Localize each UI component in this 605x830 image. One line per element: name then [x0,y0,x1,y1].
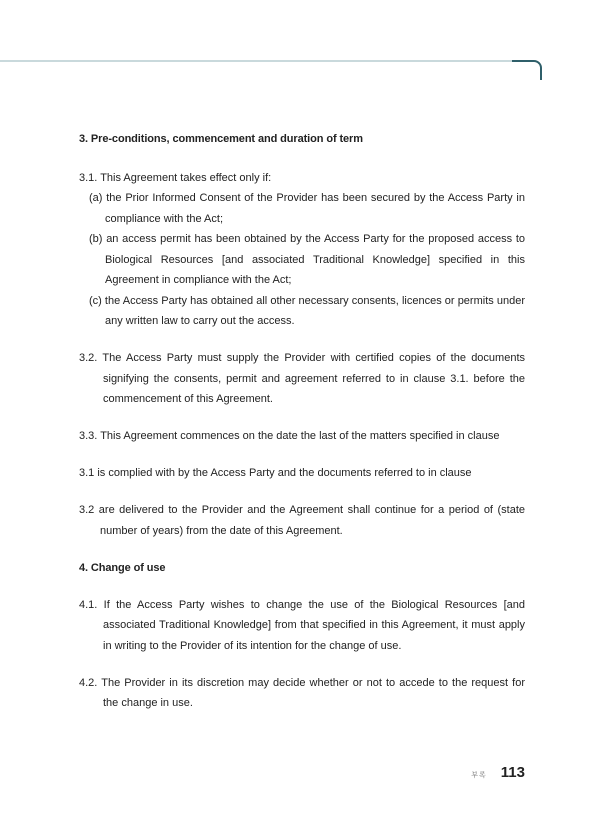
section-4-heading: 4. Change of use [79,561,166,574]
clause-4-1: 4.1. If the Access Party wishes to change the use of the Biological Resources [and associated Traditional Knowledge] from that specified in this Agreement, it must apply in writing to the Provider of its intention for the change of use. [79,598,525,652]
clause-3-1-item-a: (a) the Prior Informed Consent of the Provider has been secured by the Access Party in compliance with the Act; [89,192,525,225]
appendix-label: 부록 [471,772,487,779]
clause-3-1-item-c: (c) the Access Party has obtained all other necessary consents, licences or permits under any written law to carry out the access. [89,294,525,327]
clause-3-3-part-3: 3.2 are delivered to the Provider and the Agreement shall continue for a period of (state number of years) from the date of this Agreement. [79,504,525,537]
header-corner-bracket [512,60,542,80]
page-footer [471,764,525,781]
clause-4-2: 4.2. The Provider in its discretion may decide whether or not to accede to the request for the change in use. [79,676,525,709]
clause-3-3-part-1: 3.3. This Agreement commences on the date the last of the matters specified in clause [79,430,500,442]
header-rule [0,60,516,62]
section-3-heading: 3. Pre-conditions, commencement and duration of term [79,133,363,145]
clause-3-3-part-2: 3.1 is complied with by the Access Party and the documents referred to in clause [79,467,472,479]
clause-3-1-intro: 3.1. This Agreement takes effect only if: [79,171,272,184]
page-number: 113 [500,764,525,781]
clause-3-2: 3.2. The Access Party must supply the Provider with certified copies of the documents signifying the consents, permit and agreement referred to in clause 3.1. before the commencement of this Agreement. [79,352,525,405]
document-body [79,129,525,714]
clause-3-1-item-b: (b) an access permit has been obtained by the Access Party for the proposed access to Biological Resources [and associated Traditional Knowledge] specified in this Agreement in compliance with the Act; [89,233,525,286]
